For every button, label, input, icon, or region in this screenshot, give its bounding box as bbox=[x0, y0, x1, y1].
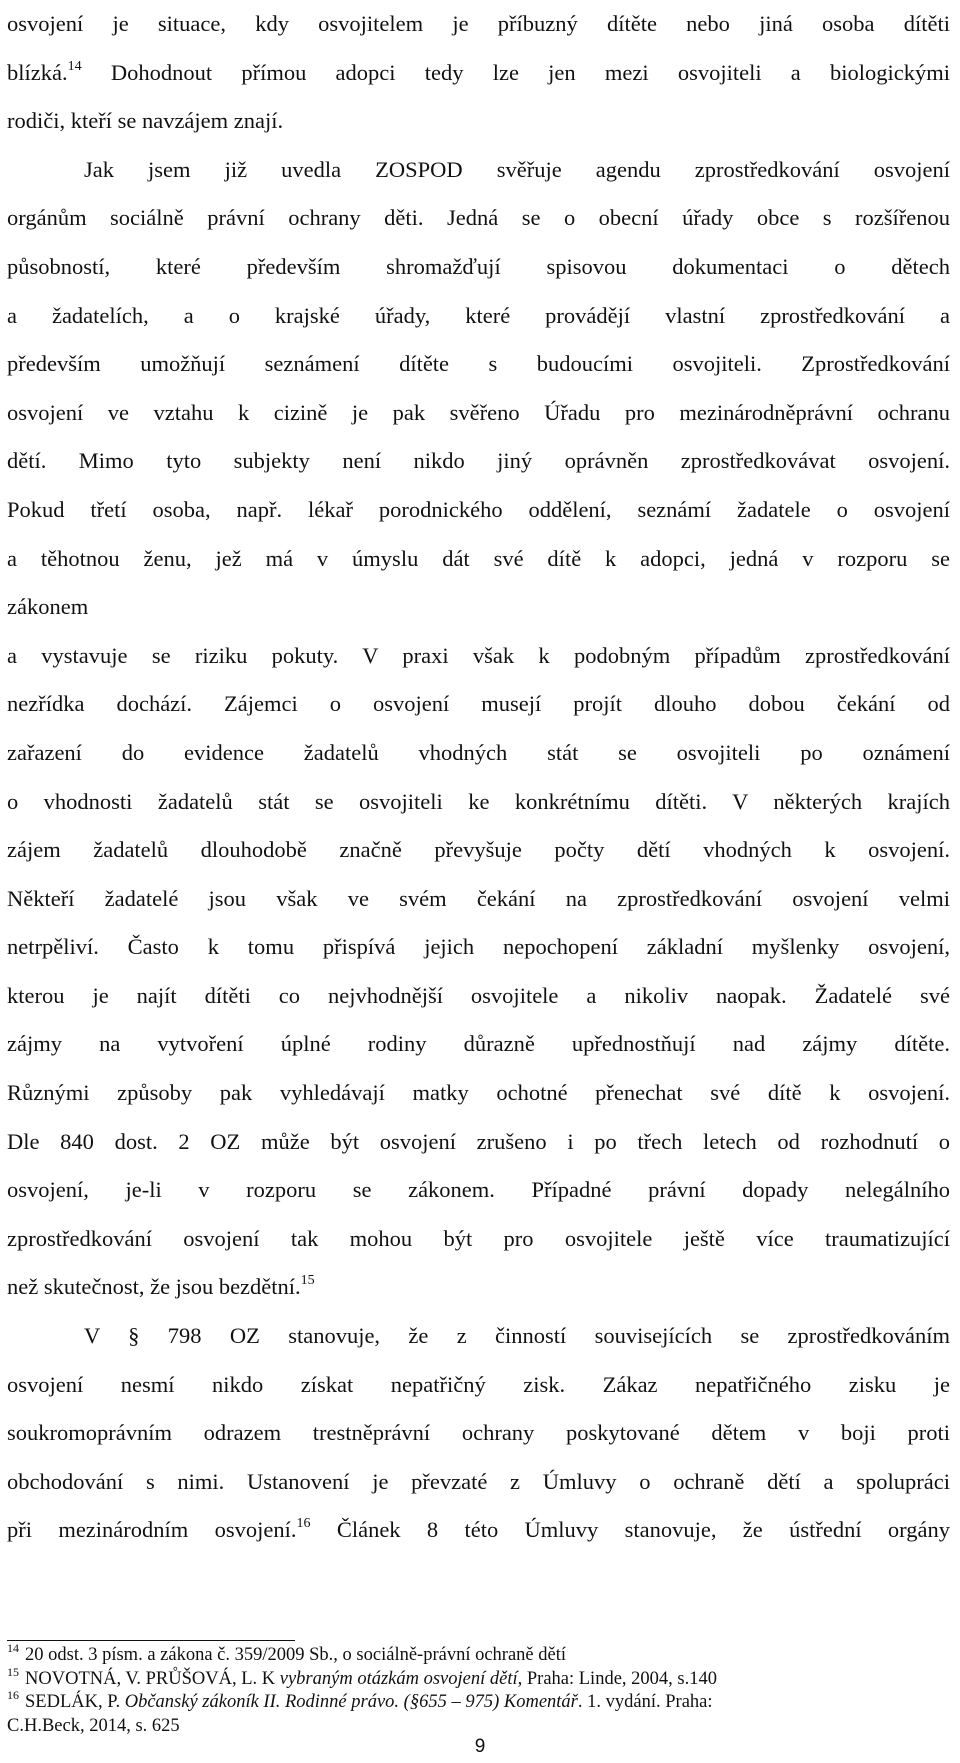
text-line: Dle 840 dost. 2 OZ může být osvojení zrušeno i po třech letech od rozhodnutí o bbox=[7, 1128, 950, 1154]
text-line: osvojení ve vztahu k cizině je pak svěřeno Úřadu pro mezinárodněprávní ochranu bbox=[7, 399, 950, 425]
body-text bbox=[7, 0, 950, 1555]
text-line: dětí. Mimo tyto subjekty není nikdo jiný oprávněn zprostředkovávat osvojení. bbox=[7, 448, 950, 474]
footnotes bbox=[7, 1641, 937, 1738]
text-segment: blízká. bbox=[7, 59, 68, 85]
text-line: zájmy na vytvoření úplné rodiny důrazně upřednostňují nad zájmy dítěte. bbox=[7, 1031, 950, 1057]
text-line: zprostředkování osvojení tak mohou být pro osvojitele ještě více traumatizující bbox=[7, 1225, 950, 1251]
text-line: V § 798 OZ stanovuje, že z činností souvisejících se zprostředkováním bbox=[84, 1323, 950, 1349]
footnote-title: vybraným otázkám osvojení dětí bbox=[279, 1668, 518, 1689]
text-line: Různými způsoby pak vyhledávají matky ochotné přenechat své dítě k osvojení. bbox=[7, 1080, 950, 1106]
footnote-text: 20 odst. 3 písm. a zákona č. 359/2009 Sb., o sociálně-právní ochraně dětí bbox=[25, 1645, 566, 1665]
text-line bbox=[7, 49, 950, 98]
text-line: nezřídka dochází. Zájemci o osvojení musejí projít dlouho dobou čekání od bbox=[7, 691, 950, 717]
footnote-ref: 15 bbox=[300, 1273, 315, 1289]
text-line: zákonem bbox=[7, 594, 89, 620]
footnote-number: 16 bbox=[7, 1688, 19, 1702]
text-line: o vhodnosti žadatelů stát se osvojiteli ke konkrétnímu dítěti. V některých krajích bbox=[7, 788, 950, 814]
footnote-ref: 16 bbox=[296, 1516, 311, 1532]
text-line: rodiči, kteří se navzájem znají. bbox=[7, 108, 284, 134]
text-segment: než skutečnost, že jsou bezdětní. bbox=[7, 1274, 301, 1300]
text-line: a vystavuje se riziku pokuty. V praxi však k podobným případům zprostředkování bbox=[7, 642, 950, 668]
text-line: osvojení, je-li v rozporu se zákonem. Případné právní dopady nelegálního bbox=[7, 1177, 950, 1203]
text-line: a žadatelích, a o krajské úřady, které provádějí vlastní zprostředkování a bbox=[7, 302, 950, 328]
text-line bbox=[7, 1506, 950, 1555]
page-number: 9 bbox=[474, 1736, 486, 1757]
text-segment: Dohodnout přímou adopci tedy lze jen mezi osvojiteli a biologickými bbox=[110, 59, 951, 85]
text-line: kterou je najít dítěti co nejvhodnější osvojitele a nikoliv naopak. Žadatelé své bbox=[7, 982, 950, 1008]
footnote-separator bbox=[7, 1640, 295, 1641]
footnote-text: , Praha: Linde, 2004, s.140 bbox=[517, 1668, 717, 1689]
footnote-title: Občanský zákoník II. Rodinné právo. (§655 – 975) Komentář bbox=[124, 1692, 578, 1712]
footnote-number: 15 bbox=[7, 1664, 19, 1679]
text-line: osvojení je situace, kdy osvojitelem je příbuzný dítěte nebo jiná osoba dítěti bbox=[7, 11, 950, 36]
footnote-text: NOVOTNÁ, V. PRŮŠOVÁ, L. K bbox=[25, 1668, 280, 1689]
text-line bbox=[7, 1263, 950, 1312]
text-line: zařazení do evidence žadatelů vhodných stát se osvojiteli po oznámení bbox=[7, 739, 950, 765]
text-line: především umožňují seznámení dítěte s budoucími osvojiteli. Zprostředkování bbox=[7, 351, 950, 377]
text-line: netrpěliví. Často k tomu přispívá jejich nepochopení základní myšlenky osvojení, bbox=[7, 934, 950, 960]
footnote bbox=[7, 1641, 937, 1668]
footnote-text: . 1. vydání. Praha: bbox=[577, 1692, 713, 1712]
text-line: obchodování s nimi. Ustanovení je převzaté z Úmluvy o ochraně dětí a spolupráci bbox=[7, 1468, 950, 1494]
text-segment: Článek 8 této Úmluvy stanovuje, že ústřední orgány bbox=[336, 1517, 950, 1543]
text-line: a těhotnou ženu, jež má v úmyslu dát své dítě k adopci, jedná v rozporu se bbox=[7, 545, 950, 571]
text-line: soukromoprávním odrazem trestněprávní ochrany poskytované dětem v boji proti bbox=[7, 1420, 950, 1446]
text-line: působností, které především shromažďují spisovou dokumentaci o dětech bbox=[7, 253, 950, 279]
footnote bbox=[7, 1664, 937, 1692]
footnote-number: 14 bbox=[7, 1641, 19, 1655]
text-line: Jak jsem již uvedla ZOSPOD svěřuje agendu zprostředkování osvojení bbox=[84, 156, 950, 182]
text-line: Někteří žadatelé jsou však ve svém čekání na zprostředkování osvojení velmi bbox=[7, 885, 950, 911]
text-segment: při mezinárodním osvojení. bbox=[7, 1517, 297, 1543]
footnote bbox=[7, 1688, 937, 1715]
text-line: zájem žadatelů dlouhodobě značně převyšuje počty dětí vhodných k osvojení. bbox=[7, 837, 950, 863]
footnote-continuation: C.H.Beck, 2014, s. 625 bbox=[7, 1715, 180, 1736]
text-line: orgánům sociálně právní ochrany děti. Jedná se o obecní úřady obce s rozšířenou bbox=[7, 205, 950, 231]
footnote-ref: 14 bbox=[67, 58, 82, 74]
text-line: Pokud třetí osoba, např. lékař porodnického oddělení, seznámí žadatele o osvojení bbox=[7, 496, 950, 522]
text-line: osvojení nesmí nikdo získat nepatřičný zisk. Zákaz nepatřičného zisku je bbox=[7, 1371, 950, 1397]
footnote-text: SEDLÁK, P. bbox=[25, 1692, 125, 1712]
